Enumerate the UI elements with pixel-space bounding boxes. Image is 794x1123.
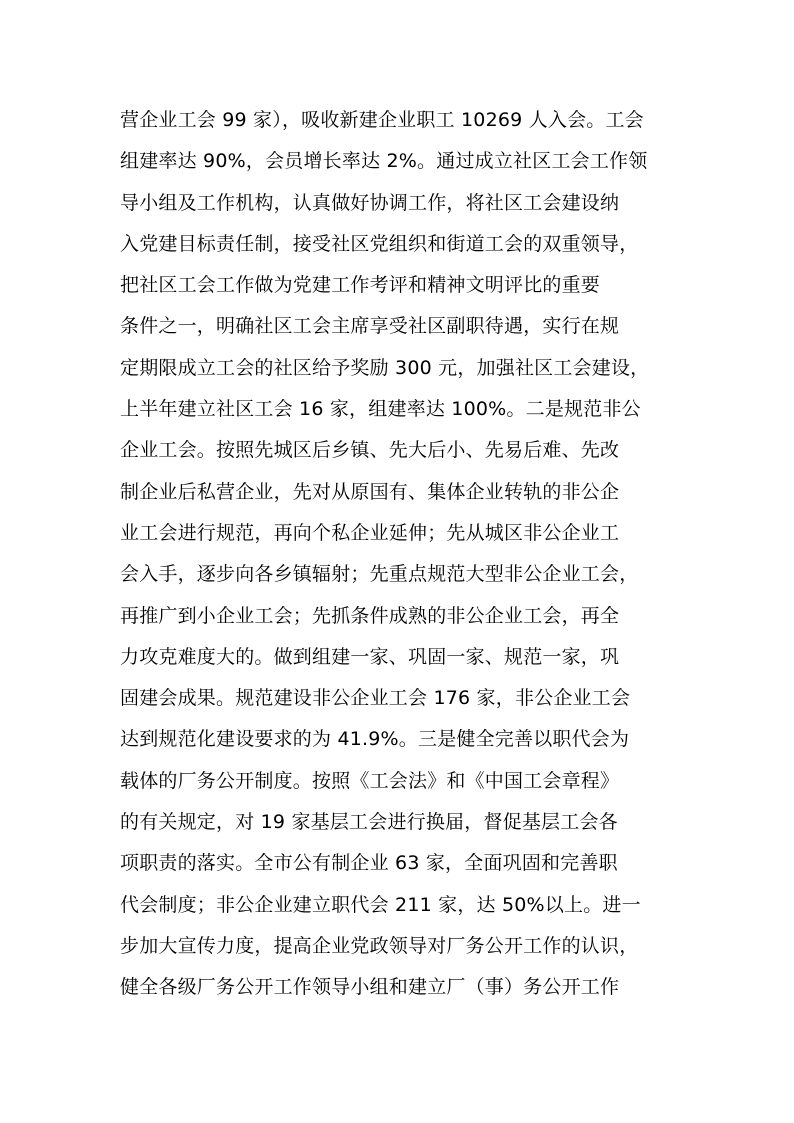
text-line: 再推广到小企业工会；先抓条件成熟的非公企业工会，再全 bbox=[120, 604, 620, 627]
text-line: 条件之一，明确社区工会主席享受社区副职待遇，实行在规 bbox=[120, 315, 620, 338]
text-line: 项职责的落实。全市公有制企业 63 家，全面巩固和完善职 bbox=[120, 852, 618, 875]
text-line: 达到规范化建设要求的为 41.9%。三是健全完善以职代会为 bbox=[120, 728, 630, 751]
text-line: 代会制度；非公企业建立职代会 211 家，达 50%以上。进一 bbox=[120, 893, 641, 916]
text-line: 把社区工会工作做为党建工作考评和精神文明评比的重要 bbox=[120, 274, 601, 297]
body-text bbox=[120, 100, 680, 1009]
text-line: 力攻克难度大的。做到组建一家、巩固一家、规范一家，巩 bbox=[120, 645, 620, 668]
text-line: 上半年建立社区工会 16 家，组建率达 100%。二是规范非公 bbox=[120, 398, 641, 421]
text-line: 步加大宣传力度，提高企业党政领导对厂务公开工作的认识， bbox=[120, 934, 639, 957]
text-line: 企业工会。按照先城区后乡镇、先大后小、先易后难、先改 bbox=[120, 439, 620, 462]
text-line: 定期限成立工会的社区给予奖励 300 元，加强社区工会建设， bbox=[120, 356, 650, 379]
text-line: 业工会进行规范，再向个私企业延伸；先从城区非公企业工 bbox=[120, 521, 620, 544]
text-line: 制企业后私营企业，先对从原国有、集体企业转轨的非公企 bbox=[120, 480, 620, 503]
text-line: 的有关规定，对 19 家基层工会进行换届，督促基层工会各 bbox=[120, 811, 618, 834]
text-line: 组建率达 90%，会员增长率达 2%。通过成立社区工会工作领 bbox=[120, 150, 648, 173]
text-line: 固建会成果。规范建设非公企业工会 176 家，非公企业工会 bbox=[120, 687, 631, 710]
text-line: 载体的厂务公开制度。按照《工会法》和《中国工会章程》 bbox=[120, 769, 620, 792]
text-line: 入党建目标责任制，接受社区党组织和街道工会的双重领导， bbox=[120, 232, 639, 255]
text-line: 营企业工会 99 家），吸收新建企业职工 10269 人入会。工会 bbox=[120, 109, 644, 131]
text-line: 会入手，逐步向各乡镇辐射；先重点规范大型非公企业工会， bbox=[120, 563, 639, 586]
text-line: 健全各级厂务公开工作领导小组和建立厂（事）务公开工作 bbox=[120, 976, 620, 999]
text-line: 导小组及工作机构，认真做好协调工作，将社区工会建设纳 bbox=[120, 191, 620, 214]
